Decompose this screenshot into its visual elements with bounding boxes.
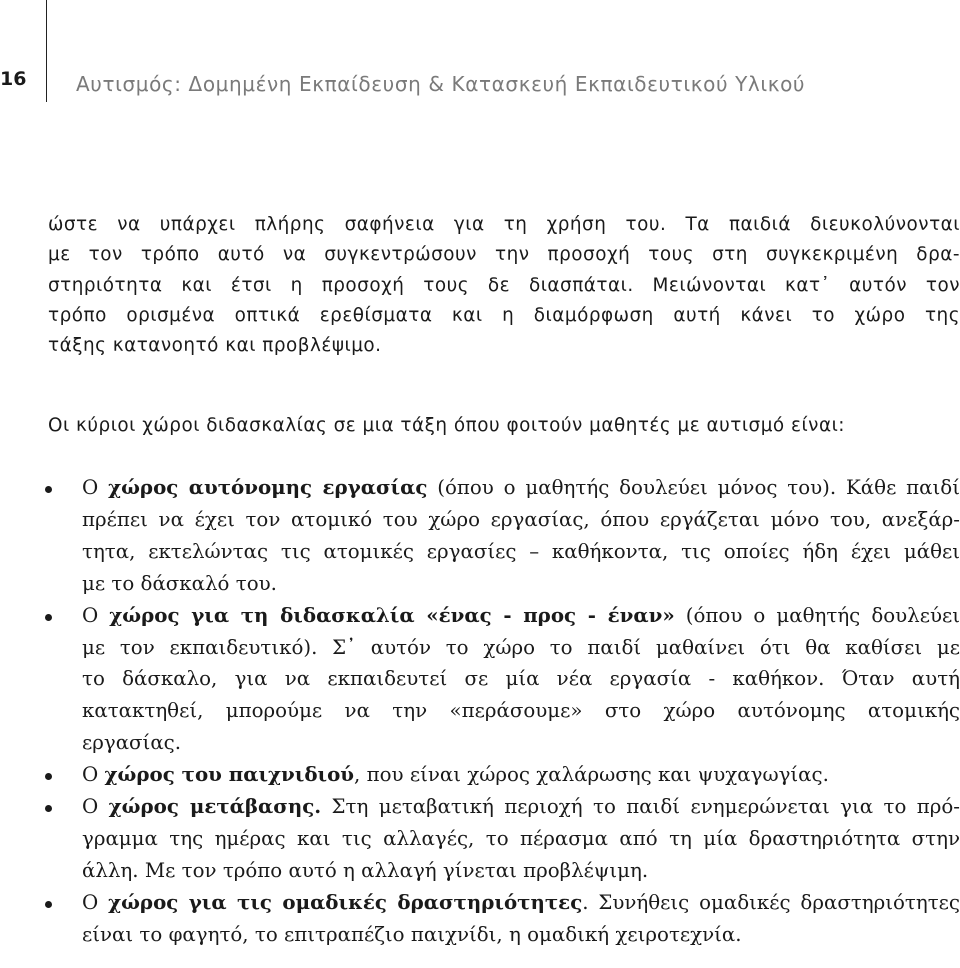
list-item [0, 887, 960, 951]
term: χώρος του παιχνιδιού [104, 762, 355, 787]
intro-line: στηριότητα και έτσι η προσοχή τους δε διασπάται. Μειώνονται κατ᾽ αυτόν τον [48, 274, 960, 296]
list-item-line: Ο χώρος για τις ομαδικές δραστηριότητες. Συνήθεις ομαδικές δραστηριότητες [82, 889, 960, 914]
lead-sentence [48, 411, 960, 441]
bullet-marker [45, 805, 52, 812]
list-item-line: εργασίας. [82, 731, 182, 755]
list-item-line: με τον εκπαιδευτικό). Σ᾽ αυτόν το χώρο το παιδί μαθαίνει ότι θα καθίσει με [82, 635, 960, 659]
intro-line: τρόπο ορισμένα οπτικά ερεθίσματα και η διαμόρφωση αυτή κάνει το χώρο της [48, 304, 960, 326]
list-item-line: Ο χώρος μετάβασης. Στη μεταβατική περιοχή το παιδί ενημερώνεται για το πρό- [82, 794, 960, 819]
list-item-line: με το δάσκαλό του. [82, 571, 277, 595]
bullet-marker [45, 901, 52, 908]
list-item-line: Ο χώρος για τη διδασκαλία «ένας - προς - έναν» (όπου ο μαθητής δουλεύει [82, 602, 960, 627]
list-item-line: γραμμα της ημέρας και τις αλλαγές, το πέρασμα από τη μία δραστηριότητα στην [82, 826, 960, 850]
list-item-line: το δάσκαλο, για να εκπαιδευτεί σε μία νέα εργασία - καθήκον. Όταν αυτή [82, 667, 960, 691]
term: χώρος για τη διδασκαλία «ένας - προς - έναν» [109, 602, 675, 627]
list-item-line: Ο χώρος του παιχνιδιού, που είναι χώρος χαλάρωσης και ψυχαγωγίας. [82, 762, 829, 787]
term: χώρος μετάβασης. [108, 794, 322, 819]
list-item-line: κατακτηθεί, μπορούμε να την «περάσουμε» στο χώρο αυτόνομης ατομικής [82, 699, 960, 723]
lead-line: Οι κύριοι χώροι διδασκαλίας σε μια τάξη όπου φοιτούν μαθητές με αυτισμό είναι: [48, 415, 845, 436]
term: χώρος για τις ομαδικές δραστηριότητες [108, 889, 583, 914]
running-title: Αυτισμός: Δομημένη Εκπαίδευση & Κατασκευή Εκπαιδευτικού Υλικού [76, 72, 806, 96]
bullet-marker [45, 773, 52, 780]
bullet-marker [45, 486, 52, 493]
list-item [0, 791, 960, 887]
list-item-line: είναι το φαγητό, το επιτραπέζιο παιχνίδι, η ομαδική χειροτεχνία. [82, 922, 742, 946]
page-number: 16 [0, 68, 27, 90]
list-item [0, 472, 960, 600]
list-item-line: πρέπει να έχει τον ατομικό του χώρο εργασίας, όπου εργάζεται μόνο του, ανεξάρ- [82, 507, 960, 531]
list-item [0, 600, 960, 760]
term: χώρος αυτόνομης εργασίας [108, 475, 428, 499]
intro-paragraph [48, 210, 960, 361]
teaching-spaces-list [0, 472, 960, 951]
intro-line: ώστε να υπάρχει πλήρης σαφήνεια για τη χρήση του. Τα παιδιά διευκολύνονται [48, 214, 960, 235]
list-item-line: Ο χώρος αυτόνομης εργασίας (όπου ο μαθητής δουλεύει μόνος του). Κάθε παιδί [82, 475, 960, 499]
list-item-line: άλλη. Με τον τρόπο αυτό η αλλαγή γίνεται προβλέψιμη. [82, 858, 649, 882]
list-item [0, 759, 960, 791]
header-divider [46, 0, 47, 102]
bullet-marker [45, 614, 52, 621]
intro-line: τάξης κατανοητό και προβλέψιμο. [48, 335, 382, 357]
intro-line: με τον τρόπο αυτό να συγκεντρώσουν την προσοχή τους στη συγκεκριμένη δρα- [48, 244, 960, 266]
list-item-line: τητα, εκτελώντας τις ατομικές εργασίες – καθήκοντα, τις οποίες ήδη έχει μάθει [82, 539, 960, 563]
